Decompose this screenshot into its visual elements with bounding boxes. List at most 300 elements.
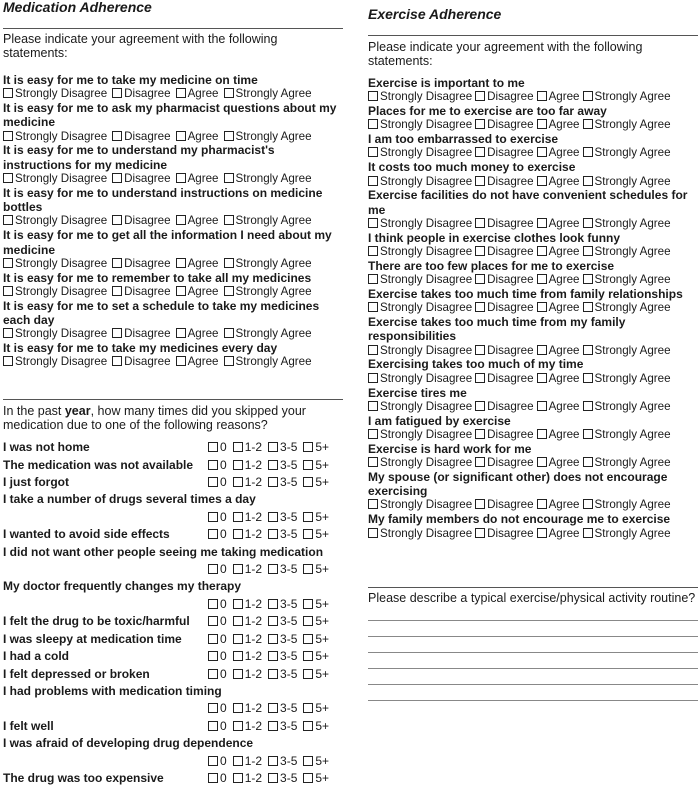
option-strongly-agree[interactable]: [583, 273, 671, 287]
option-35[interactable]: [268, 526, 297, 543]
option-strongly-agree[interactable]: [224, 130, 312, 144]
option-12[interactable]: [233, 666, 262, 683]
option-disagree[interactable]: [112, 214, 170, 228]
checkbox-icon[interactable]: [303, 529, 313, 539]
option-5+[interactable]: [303, 526, 329, 543]
option-disagree[interactable]: [112, 172, 170, 186]
checkbox-icon[interactable]: [475, 119, 485, 129]
option-5+[interactable]: [303, 561, 329, 578]
option-agree[interactable]: [537, 372, 580, 386]
option-12[interactable]: [233, 613, 262, 630]
option-12[interactable]: [233, 526, 262, 543]
option-35[interactable]: [268, 561, 297, 578]
option-strongly-agree[interactable]: [224, 214, 312, 228]
option-disagree[interactable]: [475, 118, 533, 132]
checkbox-icon[interactable]: [208, 669, 218, 679]
option-strongly-disagree[interactable]: [368, 301, 472, 315]
checkbox-icon[interactable]: [303, 460, 313, 470]
option-35[interactable]: [268, 666, 297, 683]
checkbox-icon[interactable]: [475, 401, 485, 411]
checkbox-icon[interactable]: [537, 302, 547, 312]
checkbox-icon[interactable]: [583, 176, 593, 186]
option-strongly-agree[interactable]: [583, 400, 671, 414]
option-0[interactable]: [208, 526, 227, 543]
option-0[interactable]: [208, 509, 227, 526]
answer-line[interactable]: [368, 700, 698, 701]
option-strongly-disagree[interactable]: [3, 257, 107, 271]
option-agree[interactable]: [176, 87, 219, 101]
checkbox-icon[interactable]: [537, 91, 547, 101]
option-5+[interactable]: [303, 666, 329, 683]
option-strongly-agree[interactable]: [583, 428, 671, 442]
option-disagree[interactable]: [475, 146, 533, 160]
checkbox-icon[interactable]: [537, 345, 547, 355]
option-agree[interactable]: [537, 498, 580, 512]
answer-line[interactable]: [368, 636, 698, 637]
option-agree[interactable]: [537, 175, 580, 189]
option-0[interactable]: [208, 666, 227, 683]
checkbox-icon[interactable]: [303, 721, 313, 731]
answer-line[interactable]: [368, 684, 698, 685]
checkbox-icon[interactable]: [112, 173, 122, 183]
checkbox-icon[interactable]: [475, 218, 485, 228]
option-12[interactable]: [233, 648, 262, 665]
option-agree[interactable]: [537, 344, 580, 358]
option-strongly-disagree[interactable]: [368, 498, 472, 512]
checkbox-icon[interactable]: [537, 147, 547, 157]
checkbox-icon[interactable]: [583, 345, 593, 355]
option-35[interactable]: [268, 509, 297, 526]
option-strongly-disagree[interactable]: [368, 527, 472, 541]
option-strongly-agree[interactable]: [224, 285, 312, 299]
checkbox-icon[interactable]: [368, 345, 378, 355]
option-35[interactable]: [268, 770, 297, 787]
checkbox-icon[interactable]: [233, 599, 243, 609]
option-agree[interactable]: [176, 214, 219, 228]
checkbox-icon[interactable]: [112, 88, 122, 98]
option-strongly-disagree[interactable]: [368, 146, 472, 160]
option-35[interactable]: [268, 596, 297, 613]
option-0[interactable]: [208, 474, 227, 491]
checkbox-icon[interactable]: [112, 356, 122, 366]
checkbox-icon[interactable]: [475, 499, 485, 509]
option-0[interactable]: [208, 648, 227, 665]
checkbox-icon[interactable]: [368, 499, 378, 509]
checkbox-icon[interactable]: [208, 599, 218, 609]
option-disagree[interactable]: [112, 257, 170, 271]
option-35[interactable]: [268, 718, 297, 735]
checkbox-icon[interactable]: [268, 564, 278, 574]
checkbox-icon[interactable]: [303, 703, 313, 713]
checkbox-icon[interactable]: [583, 528, 593, 538]
checkbox-icon[interactable]: [268, 669, 278, 679]
checkbox-icon[interactable]: [537, 218, 547, 228]
checkbox-icon[interactable]: [268, 599, 278, 609]
checkbox-icon[interactable]: [537, 401, 547, 411]
checkbox-icon[interactable]: [208, 512, 218, 522]
checkbox-icon[interactable]: [233, 634, 243, 644]
option-agree[interactable]: [537, 90, 580, 104]
checkbox-icon[interactable]: [583, 147, 593, 157]
option-disagree[interactable]: [475, 90, 533, 104]
checkbox-icon[interactable]: [233, 616, 243, 626]
checkbox-icon[interactable]: [303, 477, 313, 487]
option-0[interactable]: [208, 770, 227, 787]
checkbox-icon[interactable]: [208, 651, 218, 661]
checkbox-icon[interactable]: [368, 218, 378, 228]
option-35[interactable]: [268, 457, 297, 474]
option-disagree[interactable]: [475, 428, 533, 442]
option-strongly-agree[interactable]: [583, 90, 671, 104]
option-12[interactable]: [233, 561, 262, 578]
checkbox-icon[interactable]: [233, 442, 243, 452]
checkbox-icon[interactable]: [208, 756, 218, 766]
checkbox-icon[interactable]: [208, 564, 218, 574]
checkbox-icon[interactable]: [303, 634, 313, 644]
checkbox-icon[interactable]: [583, 274, 593, 284]
option-5+[interactable]: [303, 439, 329, 456]
checkbox-icon[interactable]: [303, 512, 313, 522]
option-agree[interactable]: [537, 273, 580, 287]
checkbox-icon[interactable]: [303, 442, 313, 452]
option-disagree[interactable]: [112, 285, 170, 299]
option-strongly-agree[interactable]: [583, 498, 671, 512]
answer-line[interactable]: [368, 668, 698, 669]
checkbox-icon[interactable]: [475, 528, 485, 538]
option-0[interactable]: [208, 700, 227, 717]
option-strongly-agree[interactable]: [583, 118, 671, 132]
option-35[interactable]: [268, 439, 297, 456]
option-agree[interactable]: [176, 257, 219, 271]
option-strongly-agree[interactable]: [224, 172, 312, 186]
checkbox-icon[interactable]: [583, 119, 593, 129]
answer-line[interactable]: [368, 620, 698, 621]
checkbox-icon[interactable]: [303, 599, 313, 609]
option-strongly-disagree[interactable]: [368, 400, 472, 414]
checkbox-icon[interactable]: [368, 274, 378, 284]
checkbox-icon[interactable]: [303, 616, 313, 626]
option-disagree[interactable]: [475, 273, 533, 287]
option-disagree[interactable]: [475, 400, 533, 414]
option-35[interactable]: [268, 631, 297, 648]
option-5+[interactable]: [303, 457, 329, 474]
checkbox-icon[interactable]: [475, 345, 485, 355]
checkbox-icon[interactable]: [368, 246, 378, 256]
checkbox-icon[interactable]: [176, 258, 186, 268]
option-disagree[interactable]: [475, 372, 533, 386]
option-strongly-disagree[interactable]: [368, 175, 472, 189]
option-strongly-disagree[interactable]: [368, 90, 472, 104]
checkbox-icon[interactable]: [368, 429, 378, 439]
checkbox-icon[interactable]: [368, 91, 378, 101]
checkbox-icon[interactable]: [368, 457, 378, 467]
option-5+[interactable]: [303, 596, 329, 613]
checkbox-icon[interactable]: [233, 651, 243, 661]
checkbox-icon[interactable]: [208, 703, 218, 713]
option-0[interactable]: [208, 596, 227, 613]
option-disagree[interactable]: [112, 87, 170, 101]
option-agree[interactable]: [176, 327, 219, 341]
option-disagree[interactable]: [475, 175, 533, 189]
checkbox-icon[interactable]: [583, 499, 593, 509]
option-0[interactable]: [208, 753, 227, 770]
checkbox-icon[interactable]: [112, 258, 122, 268]
checkbox-icon[interactable]: [475, 457, 485, 467]
option-5+[interactable]: [303, 753, 329, 770]
checkbox-icon[interactable]: [583, 302, 593, 312]
option-strongly-disagree[interactable]: [368, 118, 472, 132]
option-agree[interactable]: [176, 172, 219, 186]
checkbox-icon[interactable]: [224, 173, 234, 183]
option-strongly-disagree[interactable]: [368, 456, 472, 470]
option-12[interactable]: [233, 753, 262, 770]
option-0[interactable]: [208, 439, 227, 456]
option-strongly-disagree[interactable]: [368, 245, 472, 259]
checkbox-icon[interactable]: [368, 401, 378, 411]
checkbox-icon[interactable]: [176, 131, 186, 141]
option-strongly-disagree[interactable]: [368, 273, 472, 287]
option-agree[interactable]: [537, 245, 580, 259]
checkbox-icon[interactable]: [208, 529, 218, 539]
option-agree[interactable]: [176, 285, 219, 299]
option-12[interactable]: [233, 457, 262, 474]
checkbox-icon[interactable]: [176, 286, 186, 296]
checkbox-icon[interactable]: [224, 131, 234, 141]
checkbox-icon[interactable]: [208, 460, 218, 470]
option-strongly-agree[interactable]: [224, 355, 312, 369]
checkbox-icon[interactable]: [268, 651, 278, 661]
checkbox-icon[interactable]: [176, 173, 186, 183]
checkbox-icon[interactable]: [3, 215, 13, 225]
checkbox-icon[interactable]: [537, 429, 547, 439]
option-12[interactable]: [233, 439, 262, 456]
checkbox-icon[interactable]: [268, 703, 278, 713]
option-12[interactable]: [233, 509, 262, 526]
checkbox-icon[interactable]: [303, 651, 313, 661]
option-disagree[interactable]: [112, 327, 170, 341]
option-disagree[interactable]: [112, 355, 170, 369]
option-agree[interactable]: [176, 130, 219, 144]
option-strongly-agree[interactable]: [583, 301, 671, 315]
option-strongly-agree[interactable]: [583, 527, 671, 541]
option-disagree[interactable]: [475, 498, 533, 512]
checkbox-icon[interactable]: [268, 634, 278, 644]
checkbox-icon[interactable]: [303, 773, 313, 783]
option-0[interactable]: [208, 631, 227, 648]
checkbox-icon[interactable]: [368, 302, 378, 312]
checkbox-icon[interactable]: [112, 131, 122, 141]
option-strongly-disagree[interactable]: [368, 372, 472, 386]
checkbox-icon[interactable]: [233, 773, 243, 783]
option-agree[interactable]: [537, 118, 580, 132]
option-strongly-disagree[interactable]: [3, 355, 107, 369]
checkbox-icon[interactable]: [268, 721, 278, 731]
option-5+[interactable]: [303, 631, 329, 648]
option-strongly-agree[interactable]: [583, 456, 671, 470]
checkbox-icon[interactable]: [475, 176, 485, 186]
checkbox-icon[interactable]: [537, 176, 547, 186]
checkbox-icon[interactable]: [233, 529, 243, 539]
checkbox-icon[interactable]: [3, 328, 13, 338]
checkbox-icon[interactable]: [475, 373, 485, 383]
checkbox-icon[interactable]: [233, 703, 243, 713]
checkbox-icon[interactable]: [583, 401, 593, 411]
checkbox-icon[interactable]: [3, 131, 13, 141]
checkbox-icon[interactable]: [303, 564, 313, 574]
option-strongly-agree[interactable]: [224, 257, 312, 271]
option-agree[interactable]: [537, 301, 580, 315]
checkbox-icon[interactable]: [368, 147, 378, 157]
option-strongly-disagree[interactable]: [368, 344, 472, 358]
option-12[interactable]: [233, 770, 262, 787]
checkbox-icon[interactable]: [537, 373, 547, 383]
checkbox-icon[interactable]: [224, 88, 234, 98]
option-0[interactable]: [208, 457, 227, 474]
checkbox-icon[interactable]: [233, 669, 243, 679]
option-strongly-agree[interactable]: [583, 175, 671, 189]
checkbox-icon[interactable]: [537, 246, 547, 256]
checkbox-icon[interactable]: [3, 258, 13, 268]
checkbox-icon[interactable]: [3, 286, 13, 296]
checkbox-icon[interactable]: [224, 328, 234, 338]
option-disagree[interactable]: [112, 130, 170, 144]
option-disagree[interactable]: [475, 301, 533, 315]
option-12[interactable]: [233, 474, 262, 491]
checkbox-icon[interactable]: [224, 286, 234, 296]
checkbox-icon[interactable]: [268, 512, 278, 522]
checkbox-icon[interactable]: [112, 286, 122, 296]
option-strongly-agree[interactable]: [583, 146, 671, 160]
checkbox-icon[interactable]: [176, 356, 186, 366]
option-agree[interactable]: [537, 217, 580, 231]
checkbox-icon[interactable]: [176, 88, 186, 98]
checkbox-icon[interactable]: [583, 246, 593, 256]
checkbox-icon[interactable]: [537, 457, 547, 467]
checkbox-icon[interactable]: [208, 773, 218, 783]
checkbox-icon[interactable]: [583, 373, 593, 383]
option-agree[interactable]: [537, 400, 580, 414]
option-strongly-disagree[interactable]: [3, 172, 107, 186]
checkbox-icon[interactable]: [268, 773, 278, 783]
option-0[interactable]: [208, 613, 227, 630]
option-0[interactable]: [208, 718, 227, 735]
option-disagree[interactable]: [475, 217, 533, 231]
checkbox-icon[interactable]: [537, 119, 547, 129]
option-disagree[interactable]: [475, 344, 533, 358]
checkbox-icon[interactable]: [268, 616, 278, 626]
checkbox-icon[interactable]: [3, 88, 13, 98]
checkbox-icon[interactable]: [233, 564, 243, 574]
option-agree[interactable]: [537, 527, 580, 541]
option-5+[interactable]: [303, 613, 329, 630]
checkbox-icon[interactable]: [583, 429, 593, 439]
checkbox-icon[interactable]: [368, 528, 378, 538]
checkbox-icon[interactable]: [583, 218, 593, 228]
checkbox-icon[interactable]: [537, 499, 547, 509]
option-agree[interactable]: [176, 355, 219, 369]
option-strongly-agree[interactable]: [583, 344, 671, 358]
option-0[interactable]: [208, 561, 227, 578]
checkbox-icon[interactable]: [208, 634, 218, 644]
option-12[interactable]: [233, 700, 262, 717]
checkbox-icon[interactable]: [268, 442, 278, 452]
option-strongly-disagree[interactable]: [368, 217, 472, 231]
option-12[interactable]: [233, 631, 262, 648]
option-5+[interactable]: [303, 648, 329, 665]
checkbox-icon[interactable]: [233, 512, 243, 522]
option-strongly-agree[interactable]: [224, 327, 312, 341]
option-disagree[interactable]: [475, 527, 533, 541]
checkbox-icon[interactable]: [303, 756, 313, 766]
checkbox-icon[interactable]: [475, 147, 485, 157]
option-agree[interactable]: [537, 456, 580, 470]
checkbox-icon[interactable]: [233, 721, 243, 731]
checkbox-icon[interactable]: [583, 457, 593, 467]
option-strongly-disagree[interactable]: [3, 130, 107, 144]
option-12[interactable]: [233, 718, 262, 735]
checkbox-icon[interactable]: [268, 460, 278, 470]
option-35[interactable]: [268, 474, 297, 491]
checkbox-icon[interactable]: [224, 258, 234, 268]
option-5+[interactable]: [303, 509, 329, 526]
checkbox-icon[interactable]: [3, 173, 13, 183]
checkbox-icon[interactable]: [268, 529, 278, 539]
option-disagree[interactable]: [475, 456, 533, 470]
checkbox-icon[interactable]: [233, 477, 243, 487]
checkbox-icon[interactable]: [233, 756, 243, 766]
option-35[interactable]: [268, 753, 297, 770]
checkbox-icon[interactable]: [208, 616, 218, 626]
checkbox-icon[interactable]: [176, 328, 186, 338]
option-strongly-disagree[interactable]: [3, 327, 107, 341]
option-disagree[interactable]: [475, 245, 533, 259]
option-strongly-disagree[interactable]: [368, 428, 472, 442]
option-5+[interactable]: [303, 474, 329, 491]
answer-line[interactable]: [368, 652, 698, 653]
checkbox-icon[interactable]: [583, 91, 593, 101]
option-35[interactable]: [268, 700, 297, 717]
checkbox-icon[interactable]: [537, 528, 547, 538]
checkbox-icon[interactable]: [268, 756, 278, 766]
checkbox-icon[interactable]: [208, 721, 218, 731]
option-5+[interactable]: [303, 770, 329, 787]
checkbox-icon[interactable]: [475, 429, 485, 439]
checkbox-icon[interactable]: [475, 246, 485, 256]
option-strongly-agree[interactable]: [224, 87, 312, 101]
checkbox-icon[interactable]: [268, 477, 278, 487]
checkbox-icon[interactable]: [112, 215, 122, 225]
checkbox-icon[interactable]: [303, 669, 313, 679]
option-35[interactable]: [268, 613, 297, 630]
option-agree[interactable]: [537, 428, 580, 442]
checkbox-icon[interactable]: [176, 215, 186, 225]
option-agree[interactable]: [537, 146, 580, 160]
option-strongly-agree[interactable]: [583, 245, 671, 259]
checkbox-icon[interactable]: [112, 328, 122, 338]
option-35[interactable]: [268, 648, 297, 665]
option-strongly-disagree[interactable]: [3, 87, 107, 101]
option-strongly-disagree[interactable]: [3, 214, 107, 228]
checkbox-icon[interactable]: [3, 356, 13, 366]
option-12[interactable]: [233, 596, 262, 613]
option-5+[interactable]: [303, 718, 329, 735]
checkbox-icon[interactable]: [368, 119, 378, 129]
checkbox-icon[interactable]: [368, 176, 378, 186]
option-strongly-disagree[interactable]: [3, 285, 107, 299]
checkbox-icon[interactable]: [368, 373, 378, 383]
checkbox-icon[interactable]: [224, 215, 234, 225]
checkbox-icon[interactable]: [475, 274, 485, 284]
